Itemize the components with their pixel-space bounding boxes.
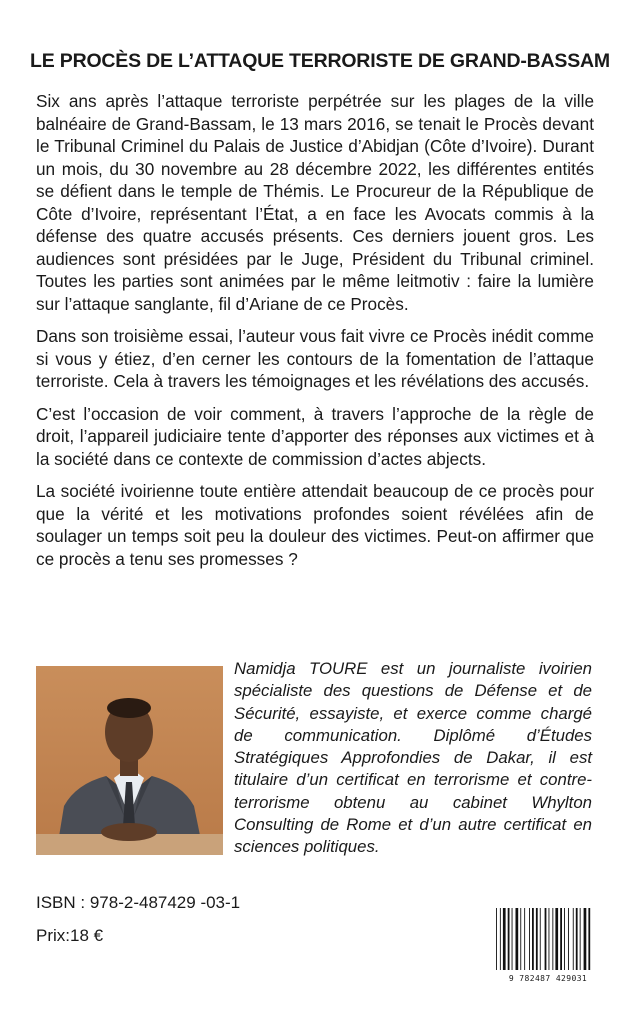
barcode-bar	[564, 908, 565, 970]
barcode-bar	[496, 908, 497, 970]
barcode-bar	[500, 908, 501, 970]
barcode-bar	[540, 908, 541, 970]
barcode-bar	[529, 908, 530, 970]
barcode-bar	[516, 908, 519, 970]
summary-paragraph: C’est l’occasion de voir comment, à travers l’approche de la règle de droit, l’appareil judiciaire tente d’apporter des réponses aux victimes et à la société dans ce contexte de commission d’actes abjects.	[36, 403, 594, 469]
barcode-bar	[573, 908, 574, 970]
barcode-bar	[536, 908, 538, 970]
book-title: LE PROCÈS DE L’ATTAQUE TERRORISTE DE GRAND-BASSAM	[30, 50, 610, 72]
isbn: ISBN : 978-2-487429 -03-1	[36, 893, 241, 912]
author-photo	[36, 666, 223, 855]
barcode-bar	[520, 908, 521, 970]
barcode-bar	[576, 908, 578, 970]
barcode-bar	[568, 908, 569, 970]
barcode-bar	[580, 908, 581, 970]
barcode-bar	[532, 908, 534, 970]
summary-paragraph: Dans son troisième essai, l’auteur vous fait vivre ce Procès inédit comme si vous y étiez, d’en cerner les contours de la fomentation de l’attaque terroriste. Cela à travers les témoignages et les révélations des accusés.	[36, 326, 594, 391]
barcode-bar	[560, 908, 562, 970]
barcode-bar	[508, 908, 510, 970]
back-cover-summary	[36, 90, 594, 580]
barcode-bar	[549, 908, 550, 970]
barcode-digits: 9 782487 429031	[508, 974, 588, 983]
summary-paragraph: Six ans après l’attaque terroriste perpétrée sur les plages de la ville balnéaire de Grand-Bassam, le 13 mars 2016, se tenait le Procès devant le Tribunal Criminel du Palais de Justice d’Abidjan (Côte d’Ivoire). Durant un mois, du 30 novembre au 28 décembre 2022, les différentes entités se défient dans le temple de Thémis. Le Procureur de la République de Côte d’Ivoire, représentant l’État, a en face les Avocats commis à la défense des quatre accusés présents. Ces derniers jouent gros. Les audiences sont présidées par le Juge, Président du Tribunal criminel. Toutes les parties sont animées par le même leitmotiv : faire la lumière sur l’attaque sanglante, fil d’Ariane de ce Procès.	[36, 91, 594, 314]
price: Prix:18 €	[36, 926, 104, 945]
barcode-bar	[524, 908, 525, 970]
barcode-bar	[588, 908, 590, 970]
barcode-bar	[584, 908, 587, 970]
author-bio: Namidja TOURE est un journaliste ivoirien spécialiste des questions de Défense et de Sécurité, essayiste, et exerce comme chargé de communication. Diplômé d’Études Stratégiques Approfondies de Dakar, il est titulaire d’un certificat en terrorisme et contre-terrorisme obtenu au cabinet Whylton Consulting de Rome et d’un autre certificat en sciences politiques.	[234, 659, 592, 857]
barcode-bar	[552, 908, 553, 970]
summary-paragraph: La société ivoirienne toute entière attendait beaucoup de ce procès pour que la vérité et les motivations profondes soient révélées afin de soulager un temps soit peu la douleur des victimes. Peut-on affirmer que ce procès a tenu ses promesses ?	[36, 481, 594, 569]
barcode-bar	[545, 908, 547, 970]
barcode-bar	[555, 908, 558, 970]
barcode-bar	[512, 908, 513, 970]
barcode-bar	[503, 908, 506, 970]
